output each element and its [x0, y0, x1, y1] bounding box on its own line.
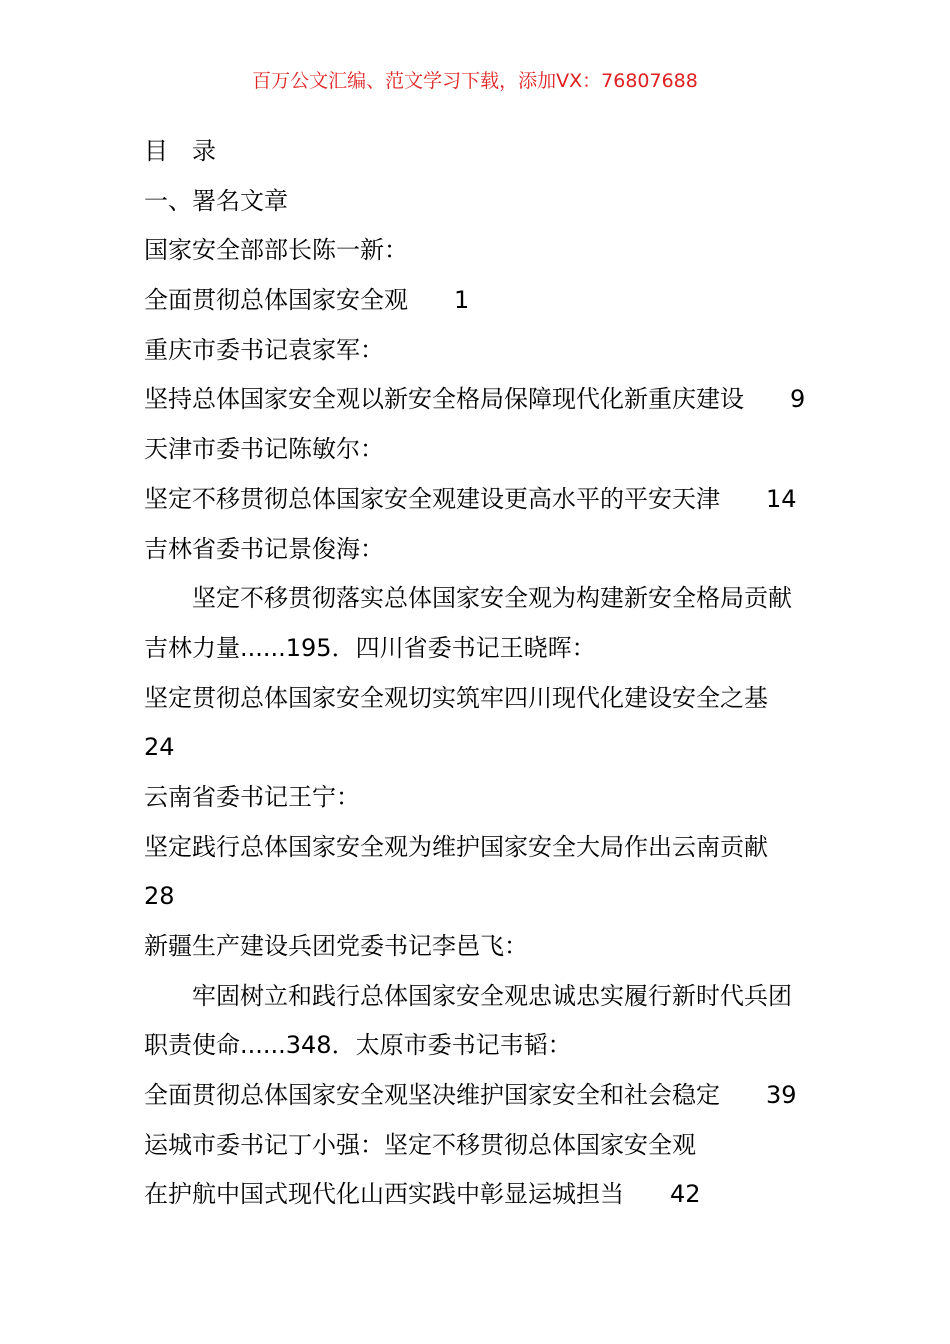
toc-entry-title: 坚定贯彻总体国家安全观切实筑牢四川现代化建设安全之基 [144, 683, 768, 712]
toc-author-line: 吉林省委书记景俊海： [144, 534, 384, 563]
toc-entry [144, 276, 824, 326]
toc-page-number: 9 [790, 385, 806, 414]
toc-author-line: 重庆市委书记袁家军： [144, 335, 384, 364]
toc-entry [144, 1071, 824, 1121]
toc-entry-title: 坚定不移贯彻落实总体国家安全观为构建新安全格局贡献 [192, 584, 792, 613]
toc-page-number: 39 [766, 1081, 797, 1110]
toc-entry [144, 1170, 824, 1220]
toc-author-line: 云南省委书记王宁： [144, 782, 360, 811]
watermark-header: 百万公文汇编、范文学习下载，添加VX：76807688 [252, 70, 698, 92]
toc-author-line: 国家安全部部长陈一新： [144, 236, 408, 265]
toc-page-number: 24 [144, 733, 175, 762]
toc-author-line: 运城市委书记丁小强：坚定不移贯彻总体国家安全观 [144, 1130, 696, 1159]
toc-entry-title: 全面贯彻总体国家安全观坚决维护国家安全和社会稳定 [144, 1081, 720, 1110]
toc-page-number: 14 [766, 484, 797, 513]
toc-entry-title: 坚持总体国家安全观以新安全格局保障现代化新重庆建设 [144, 385, 744, 414]
toc-title-part1: 目 [144, 137, 168, 165]
toc-entry-title: 坚定践行总体国家安全观为维护国家安全大局作出云南贡献 [144, 832, 768, 861]
toc-entry [144, 475, 824, 525]
toc-entry [144, 375, 824, 425]
toc-entry-title: 在护航中国式现代化山西实践中彰显运城担当 [144, 1180, 624, 1209]
toc-page-number: 42 [670, 1180, 701, 1209]
table-of-contents [144, 127, 824, 1220]
toc-section-heading: 一、署名文章 [144, 186, 288, 215]
toc-entry-title: 坚定不移贯彻总体国家安全观建设更高水平的平安天津 [144, 484, 720, 513]
toc-page-number: 1 [454, 286, 470, 315]
toc-title-part2: 录 [192, 137, 216, 165]
toc-entry-title: 全面贯彻总体国家安全观 [144, 286, 408, 315]
toc-page-number: 28 [144, 882, 175, 911]
toc-author-line: 天津市委书记陈敏尔： [144, 435, 384, 464]
toc-title [144, 127, 824, 177]
toc-entry-continuation: 吉林力量......195．四川省委书记王晓晖： [144, 633, 596, 662]
toc-entry-title: 牢固树立和践行总体国家安全观忠诚忠实履行新时代兵团 [192, 981, 792, 1010]
toc-author-line: 新疆生产建设兵团党委书记李邑飞： [144, 932, 528, 960]
toc-entry-continuation: 职责使命......348．太原市委书记韦韬： [144, 1031, 572, 1060]
